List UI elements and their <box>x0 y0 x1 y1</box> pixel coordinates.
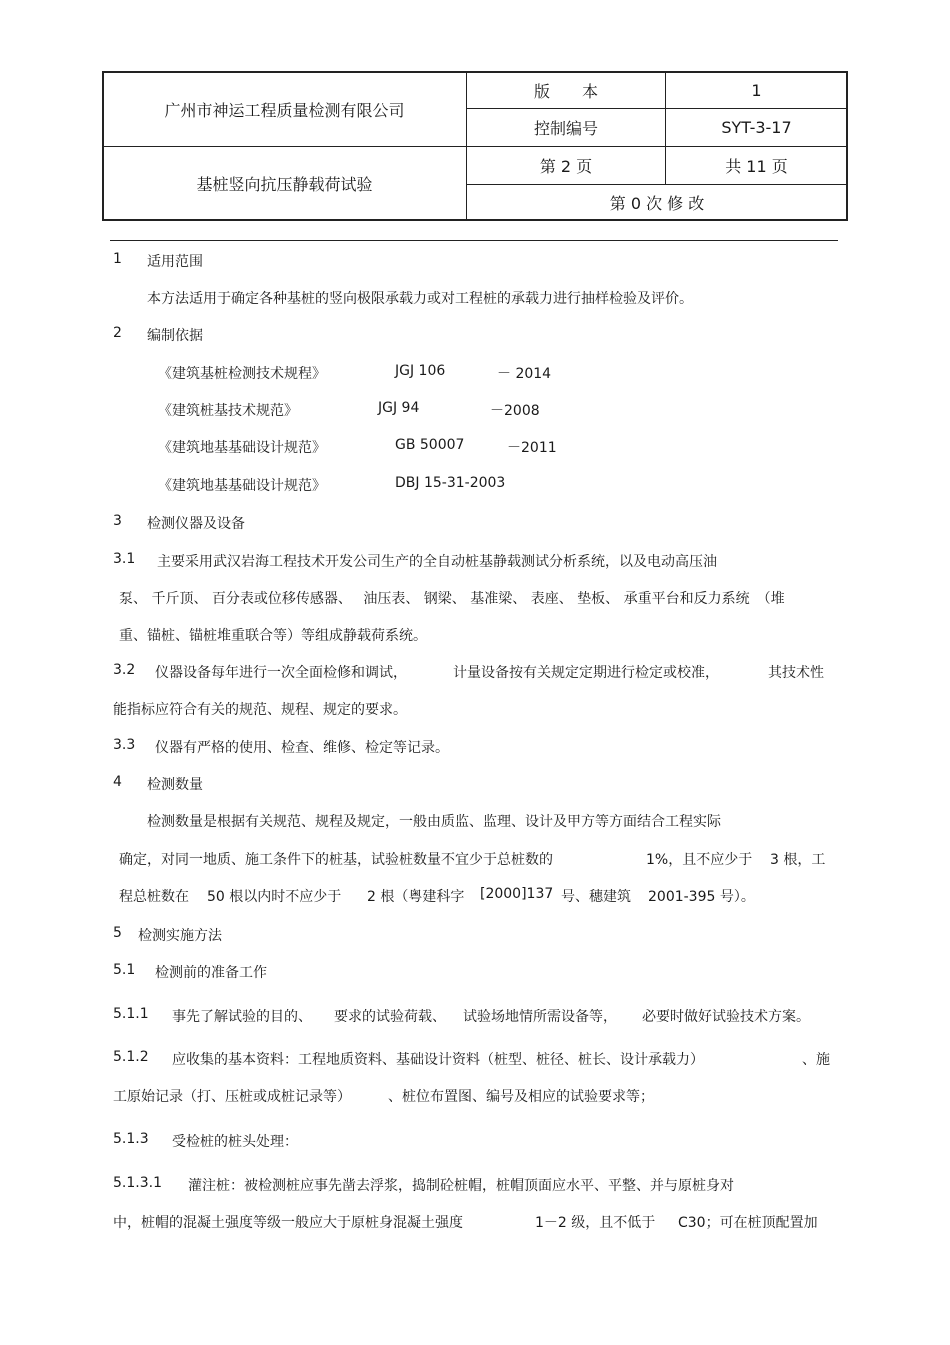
paragraph-line: 灌注桩：被检测桩应事先凿去浮浆，捣制砼桩帽，桩帽顶面应水平、平整、并与原桩身对 <box>188 1178 734 1194</box>
paragraph-line: 2001-395 号）。 <box>648 889 755 905</box>
reference-code: JGJ 106 <box>395 363 446 379</box>
document-title: 基桩竖向抗压静载荷试验 <box>196 175 373 194</box>
paragraph-line: 1%，且不应少于 <box>646 852 753 868</box>
company-name: 广州市神运工程质量检测有限公司 <box>164 100 405 120</box>
section-title: 适用范围 <box>147 254 203 270</box>
paragraph-line: 计量设备按有关规定定期进行检定或校准， <box>453 665 719 681</box>
reference-year: － 2014 <box>497 366 552 382</box>
subsection-title: 受检桩的桩头处理： <box>172 1134 298 1150</box>
reference-code: GB 50007 <box>395 437 465 453</box>
control-number-value: SYT-3-17 <box>721 118 792 137</box>
paragraph-line: 应收集的基本资料：工程地质资料、基础设计资料（桩型、桩径、桩长、设计承载力） <box>172 1052 704 1068</box>
section-number: 1 <box>113 251 122 267</box>
header-separator <box>110 240 838 241</box>
paragraph-line: 泵、 千斤顶、 百分表或位移传感器、 油压表、 钢梁、 基准梁、 表座、 垫板、 承重平台和反力系统 （堆 <box>119 591 785 607</box>
section-number: 2 <box>113 325 122 341</box>
reference-code: DBJ 15-31-2003 <box>395 475 506 491</box>
control-number-label: 控制编号 <box>533 119 598 138</box>
paragraph-line: 能指标应符合有关的规范、规程、规定的要求。 <box>113 702 407 718</box>
version-value: 1 <box>751 80 762 100</box>
paragraph-line: 试验场地情所需设备等， <box>463 1009 617 1025</box>
paragraph-line: [2000]137 <box>480 886 554 902</box>
reference-year: －2008 <box>490 403 540 419</box>
paragraph-line: 中，桩帽的混凝土强度等级一般应大于原桩身混凝土强度 <box>113 1215 463 1231</box>
paragraph-line: 工原始记录（打、压桩或成桩记录等） <box>113 1089 351 1105</box>
paragraph-line: 事先了解试验的目的、 <box>172 1009 312 1025</box>
paragraph-line: 2 根（粤建科字 <box>367 889 465 905</box>
subsection-number: 5.1.1 <box>113 1006 149 1022</box>
subsection-number: 3.2 <box>113 662 136 678</box>
reference-name: 《建筑地基基础设计规范》 <box>158 478 326 494</box>
paragraph-line: 、桩位布置图、编号及相应的试验要求等； <box>388 1089 654 1105</box>
paragraph-line: 50 根以内时不应少于 <box>207 889 342 905</box>
total-pages: 共 11 页 <box>725 157 788 176</box>
subsection-number: 5.1.3.1 <box>113 1175 162 1191</box>
paragraph-line: 要求的试验荷载、 <box>334 1009 446 1025</box>
paragraph-line: 1－2 级，且不低于 <box>535 1215 656 1231</box>
subsection-number: 5.1.3 <box>113 1131 149 1147</box>
section-number: 5 <box>113 925 122 941</box>
paragraph-line: 确定，对同一地质、施工条件下的桩基，试验桩数量不宜少于总桩数的 <box>119 852 553 868</box>
paragraph-line: 其技术性 <box>768 665 824 681</box>
revision-number: 第 0 次 修 改 <box>609 194 705 213</box>
subsection-title: 检测前的准备工作 <box>155 965 267 981</box>
subsection-number: 5.1.2 <box>113 1049 149 1065</box>
paragraph-line: 重、锚桩、锚桩堆重联合等）等组成静载荷系统。 <box>119 628 427 644</box>
paragraph-line: 程总桩数在 <box>119 889 189 905</box>
reference-name: 《建筑地基基础设计规范》 <box>158 440 326 456</box>
section-title: 检测实施方法 <box>138 928 222 944</box>
paragraph: 本方法适用于确定各种基桩的竖向极限承载力或对工程桩的承载力进行抽样检验及评价。 <box>147 291 693 307</box>
paragraph-line: 3 根，工 <box>770 852 826 868</box>
reference-code: JGJ 94 <box>378 400 420 416</box>
reference-name: 《建筑桩基技术规范》 <box>158 403 298 419</box>
section-title: 检测仪器及设备 <box>147 516 245 532</box>
paragraph-line: C30；可在桩顶配置加 <box>678 1215 818 1231</box>
page-number: 第 2 页 <box>539 157 593 176</box>
paragraph-line: 主要采用武汉岩海工程技术开发公司生产的全自动桩基静载测试分析系统，以及电动高压油 <box>157 554 717 570</box>
version-label: 版 本 <box>533 81 598 101</box>
paragraph-line: 号、穗建筑 <box>561 889 631 905</box>
paragraph-line: 检测数量是根据有关规范、规程及规定，一般由质监、监理、设计及甲方等方面结合工程实际 <box>147 814 721 830</box>
paragraph-line: 必要时做好试验技术方案。 <box>642 1009 810 1025</box>
section-title: 编制依据 <box>147 328 203 344</box>
paragraph-line: 仪器有严格的使用、检查、维修、检定等记录。 <box>155 740 449 756</box>
reference-year: －2011 <box>507 440 557 456</box>
subsection-number: 5.1 <box>113 962 136 978</box>
paragraph-line: 、施 <box>802 1052 830 1068</box>
subsection-number: 3.3 <box>113 737 136 753</box>
section-number: 3 <box>113 513 122 529</box>
section-number: 4 <box>113 774 122 790</box>
paragraph-line: 仪器设备每年进行一次全面检修和调试， <box>155 665 407 681</box>
subsection-number: 3.1 <box>113 551 136 567</box>
reference-name: 《建筑基桩检测技术规程》 <box>158 366 326 382</box>
section-title: 检测数量 <box>147 777 203 793</box>
